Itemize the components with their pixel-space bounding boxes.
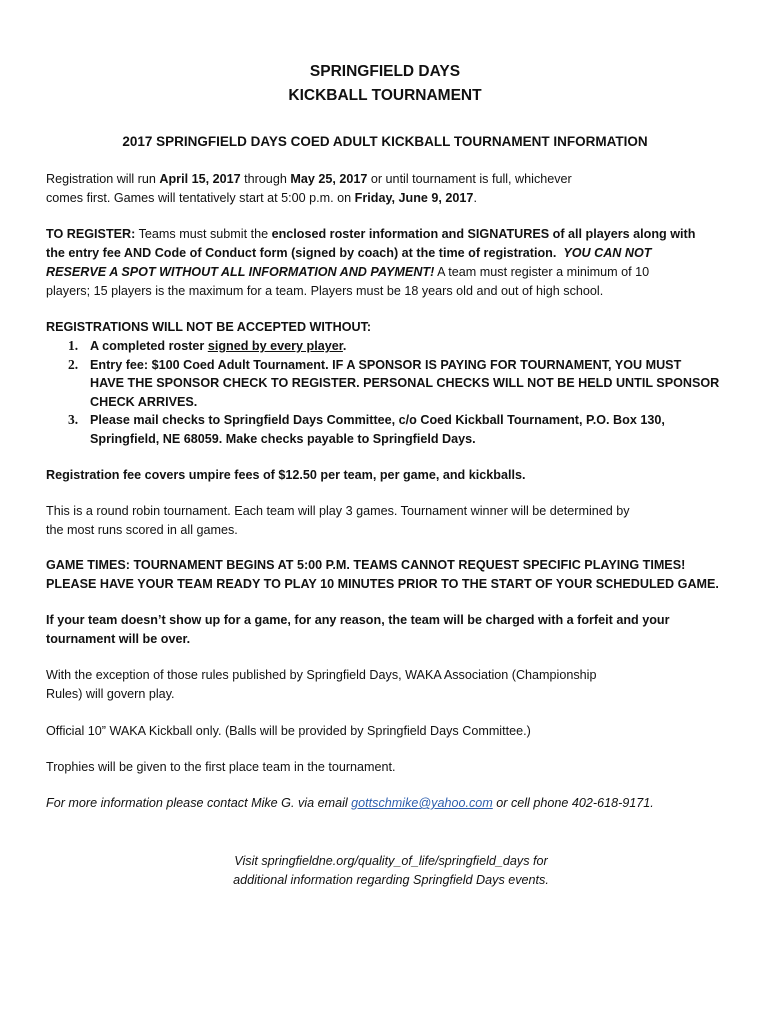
document-title-line1: SPRINGFIELD DAYS (309, 63, 461, 80)
text-line: HAVE THE SPONSOR CHECK TO REGISTER. PERSONAL CHECKS WILL NOT BE HELD UNTIL SPONSOR (90, 376, 720, 390)
list-item (68, 411, 736, 448)
text-run: YOU CAN NOT (563, 246, 652, 260)
list-item-text (90, 356, 736, 412)
list-item (68, 356, 736, 412)
text-run: comes first. Games will tentatively start at 5:00 p.m. on (46, 191, 355, 205)
registration-start-date: April 15, 2017 (159, 172, 241, 186)
trophies-paragraph: Trophies will be given to the first place team in the tournament. (46, 760, 396, 774)
text-line: Entry fee: $100 Coed Adult Tournament. IF A SPONSOR IS PAYING FOR TOURNAMENT, YOU MUST (90, 357, 682, 372)
text-run: enclosed roster information and SIGNATURES of all players along with (271, 227, 696, 241)
text-run: . (342, 339, 347, 353)
list-number: 1. (68, 338, 79, 353)
text-run: Teams must submit the (135, 227, 272, 241)
to-register-line3 (46, 263, 736, 282)
text-line: Rules) will govern play. (46, 687, 175, 701)
format-paragraph (46, 502, 736, 540)
text-run: signed by every player (207, 339, 343, 353)
text-line: Please mail checks to Springfield Days Committee, c/o Coed Kickball Tournament, P.O. Box 130, (90, 413, 665, 427)
text-run: through (240, 172, 291, 186)
fee-note: Registration fee covers umpire fees of $12.50 per team, per game, and kickballs. (46, 468, 526, 482)
list-item (68, 337, 736, 356)
list-number: 2. (68, 356, 79, 372)
rules-paragraph (46, 666, 736, 704)
text-line: If your team doesn’t show up for a game, for any reason, the team will be charged with a forfeit and your (46, 613, 670, 627)
text-run: the entry fee AND Code of Conduct form (signed by coach) at the time of registration. (46, 246, 557, 260)
list-item-text (90, 337, 736, 356)
contact-paragraph (46, 794, 736, 813)
text-line: CHECK ARRIVES. (90, 394, 198, 409)
text-line: PLEASE HAVE YOUR TEAM READY TO PLAY 10 MINUTES PRIOR TO THE START OF YOUR SCHEDULED GAME. (46, 577, 719, 591)
requirements-list (68, 337, 736, 448)
visit-paragraph (46, 852, 736, 890)
registration-line1 (46, 170, 736, 189)
text-line: tournament will be over. (46, 632, 191, 646)
to-register-line4: players; 15 players is the maximum for a team. Players must be 18 years old and out of high school. (46, 284, 604, 298)
ball-paragraph: Official 10” WAKA Kickball only. (Balls will be provided by Springfield Days Committee.) (46, 724, 531, 738)
text-line: This is a round robin tournament. Each team will play 3 games. Tournament winner will be determined by (46, 504, 630, 518)
text-run: or until tournament is full, whichever (367, 172, 572, 186)
document-title-line2: KICKBALL TOURNAMENT (288, 87, 482, 104)
to-register-label: TO REGISTER: (46, 227, 136, 241)
document-subtitle: 2017 SPRINGFIELD DAYS COED ADULT KICKBALL TOURNAMENT INFORMATION (122, 134, 648, 149)
text-run: RESERVE A SPOT WITHOUT ALL INFORMATION AND PAYMENT! (46, 265, 435, 279)
text-line: additional information regarding Springfield Days events. (233, 873, 549, 887)
text-run: . (473, 191, 477, 205)
text-line: Springfield, NE 68059. Make checks payable to Springfield Days. (90, 431, 476, 446)
game-start-date: Friday, June 9, 2017 (354, 191, 474, 205)
text-run: or cell phone 402-618-9171. (492, 796, 654, 810)
text-run: Registration will run (46, 172, 160, 186)
registration-line2 (46, 189, 736, 208)
registration-end-date: May 25, 2017 (290, 172, 368, 186)
list-item-text (90, 411, 736, 448)
game-times-paragraph (46, 556, 736, 594)
to-register-line2 (46, 244, 736, 263)
text-line: With the exception of those rules published by Springfield Days, WAKA Association (Championship (46, 668, 597, 682)
list-number: 3. (68, 412, 79, 427)
registration-paragraph (46, 170, 736, 208)
to-register-line1 (46, 225, 736, 244)
text-run: For more information please contact Mike G. via email (46, 796, 352, 810)
text-line: the most runs scored in all games. (46, 523, 238, 537)
text-run: A completed roster (90, 339, 208, 353)
requirements-heading: REGISTRATIONS WILL NOT BE ACCEPTED WITHOUT: (46, 320, 372, 334)
text-line: GAME TIMES: TOURNAMENT BEGINS AT 5:00 P.M. TEAMS CANNOT REQUEST SPECIFIC PLAYING TIMES! (46, 558, 686, 572)
forfeit-paragraph (46, 611, 736, 649)
email-link[interactable]: gottschmike@yahoo.com (351, 796, 493, 810)
to-register-paragraph (46, 225, 736, 301)
text-run: A team must register a minimum of 10 (434, 265, 650, 279)
text-line: Visit springfieldne.org/quality_of_life/springfield_days for (234, 854, 548, 868)
